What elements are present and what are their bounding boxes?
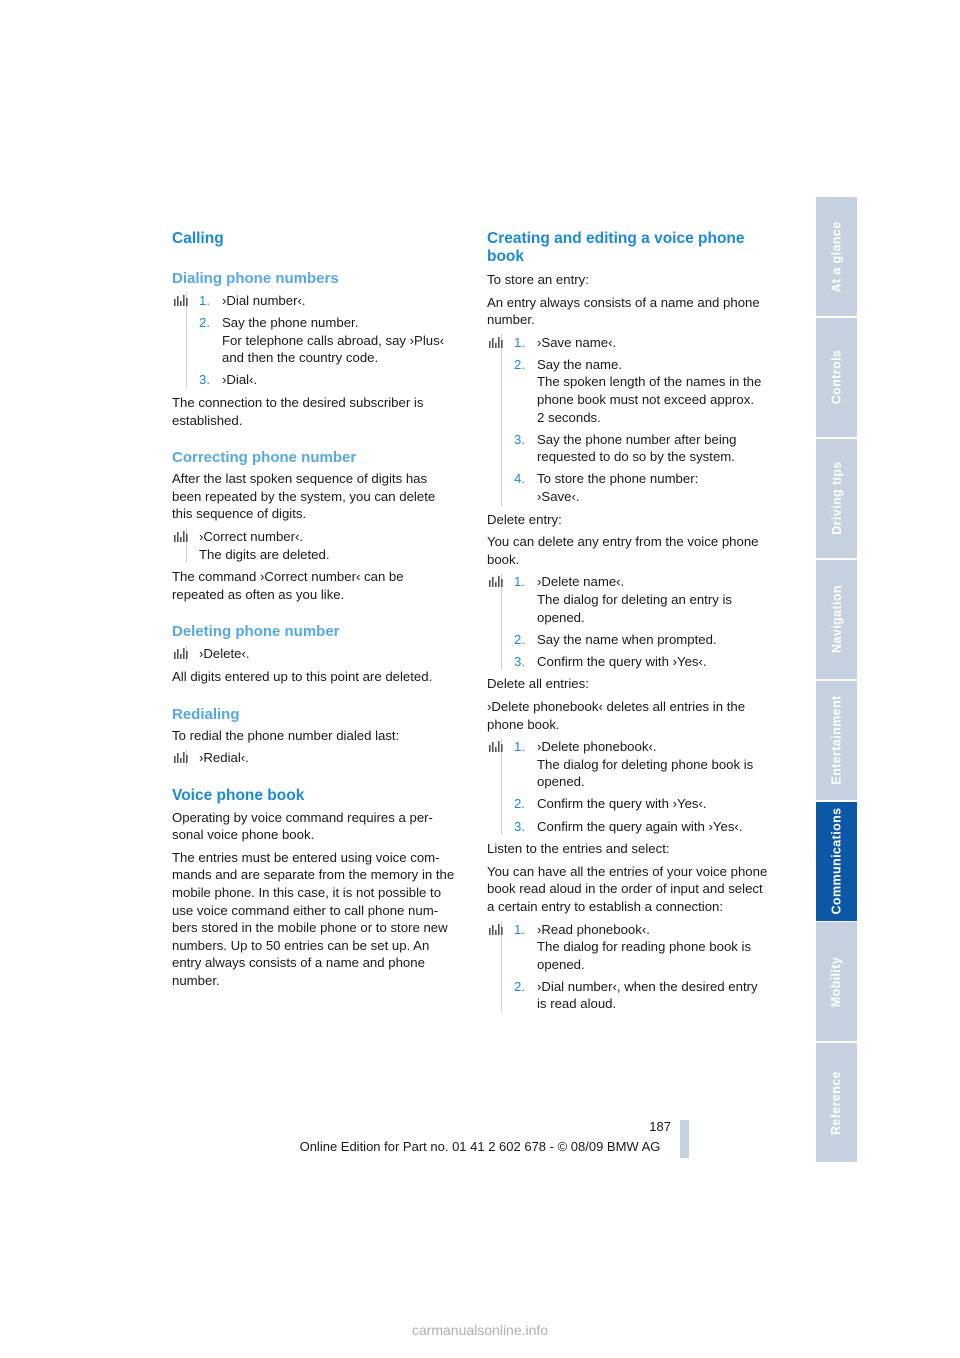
step-number: 2. xyxy=(514,356,525,372)
listen-label: Listen to the entries and select: xyxy=(487,841,670,857)
text-line: opened. xyxy=(537,774,585,790)
text-line: Say the phone number after being xyxy=(537,431,737,447)
step-text xyxy=(537,921,779,974)
voice-book-p2 xyxy=(172,849,464,990)
voice-command-icon xyxy=(488,740,504,754)
step-number: 2. xyxy=(514,978,525,994)
step-number: 1. xyxy=(199,293,210,308)
step-item xyxy=(514,334,779,352)
correcting-voice xyxy=(199,528,464,563)
voice-command-icon xyxy=(488,923,504,937)
text-line: ›Delete phonebook‹. xyxy=(537,739,657,755)
text-line: opened. xyxy=(537,609,585,625)
text-line: Confirm the query with ›Yes‹. xyxy=(537,796,707,812)
text-line: Say the name when prompted. xyxy=(537,631,717,647)
voice-icon-wrap xyxy=(488,575,504,589)
watermark-link[interactable]: carmanualsonline.info xyxy=(411,1322,549,1338)
step-item xyxy=(514,978,779,1013)
text-line: this sequence of digits. xyxy=(172,506,307,522)
voice-command-icon xyxy=(488,336,504,350)
text-line: number. xyxy=(172,973,220,989)
redialing-intro: To redial the phone number dialed last: xyxy=(172,727,400,743)
text-line: To store the phone number: xyxy=(537,471,699,487)
step-text xyxy=(537,334,779,352)
voice-block-store xyxy=(501,334,779,506)
delete-desc xyxy=(487,533,779,568)
text-line: ›Dial number‹, when the desired entry xyxy=(537,978,758,994)
right-column xyxy=(487,230,779,1018)
delete-label: Delete entry: xyxy=(487,511,562,527)
step-number: 1. xyxy=(514,334,525,350)
text-line: opened. xyxy=(537,956,585,972)
step-text xyxy=(537,431,779,466)
step-text xyxy=(222,292,464,310)
text-line: a certain entry to establish a connection: xyxy=(487,898,724,914)
voice-icon-wrap xyxy=(488,740,504,754)
section-heading-calling: Calling xyxy=(172,230,224,247)
sidebar-tab-label: Mobility xyxy=(829,956,844,1008)
voice-block-delete xyxy=(501,573,779,670)
sidebar-tab-label: Controls xyxy=(829,350,844,405)
section-heading-create-edit xyxy=(487,230,779,266)
step-text xyxy=(222,314,464,367)
text-line: entry always consists of a name and phone xyxy=(172,955,425,971)
dialing-after xyxy=(172,394,464,429)
step-item xyxy=(514,470,779,505)
voice-icon-wrap xyxy=(173,647,189,661)
text-line: ›Dial‹. xyxy=(222,372,258,388)
text-line: book xyxy=(487,248,525,265)
sidebar-tab-label: At a glance xyxy=(829,220,844,293)
text-line: is read aloud. xyxy=(537,996,617,1012)
step-number: 3. xyxy=(514,431,525,447)
text-line: For telephone calls abroad, say ›Plus‹ xyxy=(222,332,445,348)
step-item xyxy=(514,631,779,649)
text-line: been repeated by the system, you can delete xyxy=(172,488,436,504)
heading-correcting: Correcting phone number xyxy=(172,449,357,467)
text-line: phone book. xyxy=(487,716,560,732)
store-desc xyxy=(487,294,779,329)
step-text xyxy=(537,818,779,836)
step-item xyxy=(514,431,779,466)
text-line: You can delete any entry from the voice phone xyxy=(487,534,759,550)
step-item xyxy=(199,371,464,389)
step-number: 3. xyxy=(514,818,525,834)
deleteall-desc xyxy=(487,698,779,733)
step-item xyxy=(514,573,779,626)
text-line: and then the country code. xyxy=(222,350,379,366)
text-line: Say the name. xyxy=(537,356,623,372)
text-line: mands and are separate from the memory in the xyxy=(172,867,455,883)
step-number: 3. xyxy=(514,653,525,669)
text-line: The dialog for deleting an entry is xyxy=(537,592,732,607)
sidebar-tab-navigation[interactable] xyxy=(816,560,857,679)
text-line: The dialog for deleting phone book is xyxy=(537,756,754,772)
text-line: Operating by voice command requires a per- xyxy=(172,809,433,825)
text-line: 2 seconds. xyxy=(537,409,601,425)
step-number: 1. xyxy=(514,739,525,755)
correcting-after xyxy=(172,568,464,603)
listen-desc xyxy=(487,863,779,916)
text-line: The command ›Correct number‹ can be xyxy=(172,569,404,585)
voice-book-p1 xyxy=(172,809,464,844)
text-line: ›Read phonebook‹. xyxy=(537,921,650,937)
text-line: After the last spoken sequence of digits has xyxy=(172,471,428,487)
step-number: 1. xyxy=(514,574,525,590)
sidebar-tab-entertainment[interactable] xyxy=(816,681,857,800)
voice-block-listen xyxy=(501,921,779,1013)
sidebar-tab-label: Navigation xyxy=(829,585,844,654)
step-text xyxy=(537,978,779,1013)
voice-command-icon xyxy=(173,751,189,765)
step-number: 2. xyxy=(514,631,525,647)
redialing-voice: ›Redial‹. xyxy=(199,750,249,766)
text-line: ›Correct number‹. xyxy=(199,528,304,544)
text-line: use voice command either to call phone num- xyxy=(172,902,439,918)
text-line: sonal voice phone book. xyxy=(172,827,315,843)
text-line: Confirm the query again with ›Yes‹. xyxy=(537,818,743,834)
sidebar-tab-communications[interactable] xyxy=(816,802,857,921)
chapter-sidebar xyxy=(816,197,857,1159)
voice-command-icon xyxy=(173,294,189,308)
step-number: 2. xyxy=(199,315,210,331)
step-item xyxy=(514,818,779,836)
text-line: The entries must be entered using voice com- xyxy=(172,849,440,865)
step-item xyxy=(514,738,779,791)
voice-command-icon xyxy=(173,647,189,661)
step-item xyxy=(514,653,779,671)
voice-icon-wrap xyxy=(488,336,504,350)
text-line: requested to do so by the system. xyxy=(537,449,735,465)
section-heading-voice-book: Voice phone book xyxy=(172,786,305,804)
deleting-after: All digits entered up to this point are deleted. xyxy=(172,668,433,684)
step-item xyxy=(199,292,464,310)
voice-block-correcting xyxy=(186,528,464,563)
step-number: 1. xyxy=(514,921,525,937)
text-line: The spoken length of the names in the xyxy=(537,374,762,390)
sidebar-tab-label: Driving tips xyxy=(829,461,844,536)
sidebar-tab-label: Communications xyxy=(829,807,844,915)
page-number: 187 xyxy=(649,1119,671,1134)
text-line: book read aloud in the order of input and select xyxy=(487,881,763,897)
text-line: repeated as often as you like. xyxy=(172,586,345,602)
text-line: An entry always consists of a name and phone xyxy=(487,294,760,310)
step-item xyxy=(199,314,464,367)
step-text xyxy=(537,795,779,813)
voice-icon-wrap xyxy=(173,530,189,544)
heading-dialing: Dialing phone numbers xyxy=(172,270,339,287)
voice-command-icon xyxy=(488,575,504,589)
text-line: mobile phone. In this case, it is not possible to xyxy=(172,885,442,901)
voice-icon-wrap xyxy=(173,294,189,308)
deleting-voice: ›Delete‹. xyxy=(199,646,250,662)
voice-block-dialing xyxy=(186,292,464,389)
step-text xyxy=(537,631,779,649)
sidebar-tab-label: Reference xyxy=(829,1070,844,1135)
left-column xyxy=(172,230,464,990)
footer-edition: Online Edition for Part no. 01 41 2 602 678 - © 08/09 BMW AG xyxy=(299,1139,661,1154)
heading-redialing: Redialing xyxy=(172,705,240,723)
step-text xyxy=(537,470,779,505)
text-line: Say the phone number. xyxy=(222,315,359,331)
text-line: The connection to the desired subscriber is xyxy=(172,394,424,410)
text-line: ›Dial number‹. xyxy=(222,293,306,308)
correcting-intro xyxy=(172,470,464,523)
store-label: To store an entry: xyxy=(487,272,589,287)
step-text xyxy=(537,573,779,626)
text-line: The digits are deleted. xyxy=(199,546,330,562)
step-text xyxy=(537,356,779,426)
text-line: phone book must not exceed approx. xyxy=(537,392,755,408)
text-line: number. xyxy=(487,312,535,328)
text-line: Creating and editing a voice phone xyxy=(487,230,745,247)
text-line: ›Delete phonebook‹ deletes all entries in the xyxy=(487,698,746,714)
sidebar-tab-driving-tips[interactable] xyxy=(816,439,857,558)
text-line: The dialog for reading phone book is xyxy=(537,939,752,955)
step-text xyxy=(222,371,464,389)
step-number: 2. xyxy=(514,796,525,812)
text-line: numbers. Up to 50 entries can be set up. An xyxy=(172,937,430,953)
voice-icon-wrap xyxy=(488,923,504,937)
sidebar-tab-mobility[interactable] xyxy=(816,922,857,1041)
voice-block-deleting xyxy=(186,645,464,663)
deleteall-label: Delete all entries: xyxy=(487,676,589,692)
step-text xyxy=(537,653,779,671)
voice-block-redialing xyxy=(186,749,464,767)
voice-icon-wrap xyxy=(173,751,189,765)
text-line: Confirm the query with ›Yes‹. xyxy=(537,653,707,669)
step-item xyxy=(514,795,779,813)
sidebar-tab-at-a-glance[interactable] xyxy=(816,197,857,316)
voice-command-icon xyxy=(173,530,189,544)
text-line: established. xyxy=(172,412,243,428)
sidebar-tab-controls[interactable] xyxy=(816,318,857,437)
text-line: ›Save name‹. xyxy=(537,334,617,350)
text-line: ›Save‹. xyxy=(537,489,580,505)
step-number: 3. xyxy=(199,372,210,388)
text-line: You can have all the entries of your voice phone xyxy=(487,863,768,879)
text-line: ›Delete name‹. xyxy=(537,574,625,590)
voice-block-deleteall xyxy=(501,738,779,835)
step-item xyxy=(514,921,779,974)
text-line: book. xyxy=(487,551,520,567)
sidebar-tab-label: Entertainment xyxy=(829,695,844,785)
step-number: 4. xyxy=(514,471,525,487)
heading-deleting: Deleting phone number xyxy=(172,623,340,641)
text-line: bers stored in the mobile phone or to store new xyxy=(172,920,448,936)
step-text xyxy=(537,738,779,791)
step-item xyxy=(514,356,779,426)
